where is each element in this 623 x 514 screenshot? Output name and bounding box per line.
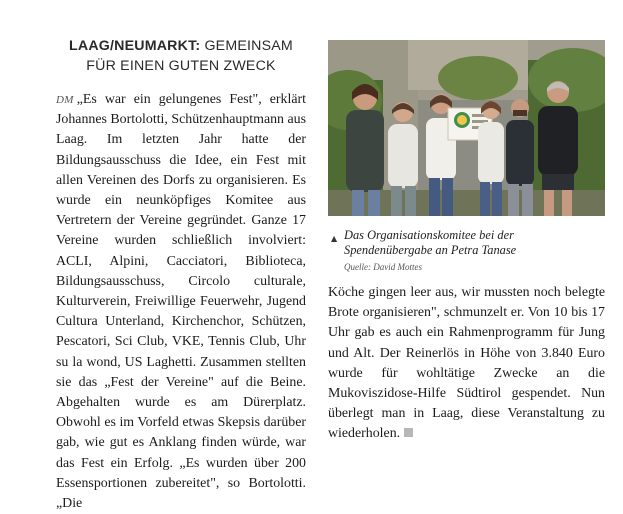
photo-caption-block [328, 228, 605, 273]
headline-part-1: GEMEINSAM [200, 38, 293, 54]
article-body-left [56, 90, 306, 514]
paragraph-right: Köche gingen leer aus, wir mussten noch belegte Brote organisieren", schmunzelt er. Von 10 bis 17 Uhr gab es auch ein Rahmenprogramm für Jung und Alt. Der Reinerlös in Höhe von 3.840 Euro wurde für wohltätige Zwecke an die Mukoviszidose-Hilfe Südtirol gespendet. Nun überlegt man in Laag, diese Veranstaltung zu wiederholen. [328, 285, 605, 442]
group-photo-illustration [328, 40, 605, 216]
article-headline [56, 36, 306, 76]
article-body-right [328, 283, 605, 445]
photo-source: Quelle: David Mottes [344, 262, 422, 272]
headline-part-2: FÜR EINEN GUTEN ZWECK [86, 58, 276, 74]
right-column [328, 40, 605, 445]
article-end-square-icon [404, 428, 413, 437]
left-column [56, 36, 306, 514]
caption-triangle-icon: ▲ [331, 234, 338, 243]
paragraph-left: „Es war ein gelungenes Fest", erklärt Johannes Bortolotti, Schützenhauptmann aus Laag. Im letzten Jahr hatte der Bildungsausschuss die Idee, ein Fest mit allen Vereinen des Dorfs zu organisieren. Es wurde ein neunköpfiges Komitee aus Vertretern der Vereine gegründet. Ganze 17 Vereine wurden schließlich involviert: ACLI, Alpini, Cacciatori, Biblioteca, Bildungsausschuss, Circolo culturale, Kulturverein, Freiwillige Feuerwehr, Jugend Cultura Unterland, Kirchenchor, Schützen, Pescatori, Sci Club, VKE, Tennis Club, Uhr su la wond, US Laghetti. Zusammen stellten sie das „Fest der Vereine" auf die Beine. Abgehalten wurde es am Dürerplatz. Obwohl es im Vorfeld etwas Skepsis darüber gab, wie gut es Anklang finden würde, war das Fest ein Erfolg. „Es wurden über 200 Essensportionen zubereitet", so Bortolotti. „Die [56, 92, 306, 512]
photo-caption: Das Organisationskomitee bei der Spendenübergabe an Petra Tanase [344, 228, 517, 257]
headline-location: LAAG/NEUMARKT: [69, 38, 201, 54]
author-byline: DM [56, 94, 74, 106]
group-photo [328, 40, 605, 216]
